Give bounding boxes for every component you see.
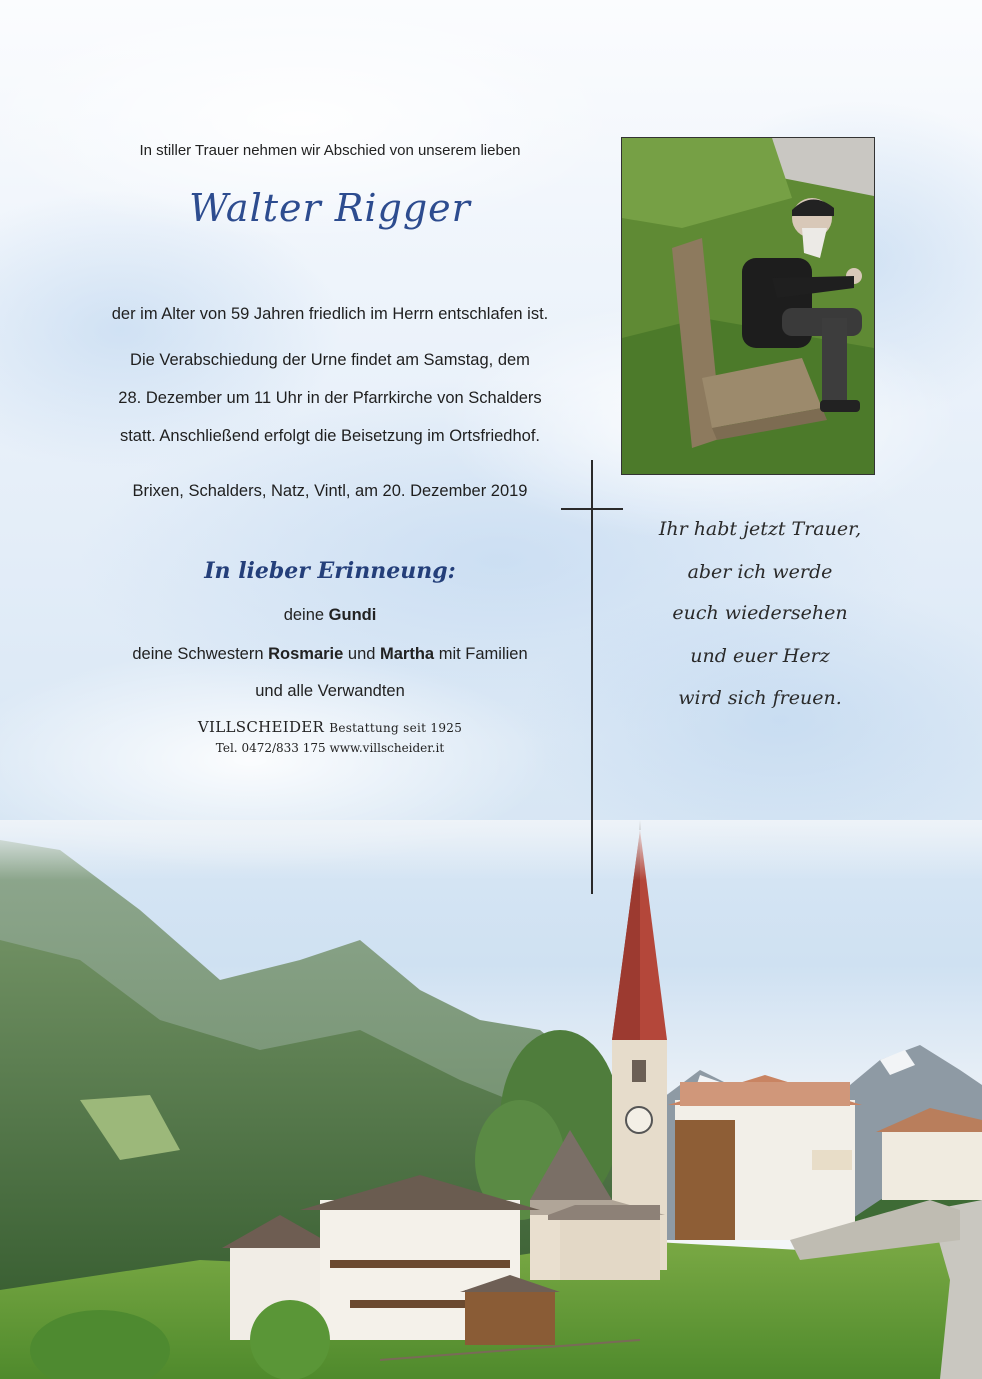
- mourner-line-1-prefix: deine: [283, 606, 329, 624]
- portrait-illustration: [622, 138, 874, 474]
- cross-horizontal-bar: [561, 508, 623, 510]
- mourner-name-gundi: Gundi: [328, 606, 377, 624]
- ceremony-line-2: 28. Dezember um 11 Uhr in der Pfarrkirche von Schalders: [118, 389, 542, 407]
- mourner-line-3: und alle Verwandten: [255, 682, 405, 700]
- ceremony-line-3: statt. Anschließend erfolgt die Beisetzung im Ortsfriedhof.: [119, 427, 541, 445]
- portrait-photo: [621, 137, 875, 475]
- age-line: der im Alter von 59 Jahren friedlich im Herrn entschlafen ist.: [111, 305, 549, 323]
- deceased-name: Walter Rigger: [189, 186, 471, 230]
- mourner-line-1: [60, 606, 600, 625]
- remembrance-heading: In lieber Erinneung:: [204, 558, 456, 584]
- funeral-home-contact: Tel. 0472/833 175 www.villscheider.it: [215, 741, 445, 755]
- intro-text: In stiller Trauer nehmen wir Abschied von unserem lieben: [139, 142, 521, 159]
- poem-line-1: Ihr habt jetzt Trauer,: [658, 518, 862, 540]
- funeral-home-tagline: Bestattung seit 1925: [329, 721, 463, 735]
- place-date: Brixen, Schalders, Natz, Vintl, am 20. Dezember 2019: [132, 482, 528, 500]
- funeral-home-name: [60, 718, 600, 736]
- funeral-home-title: VILLSCHEIDER: [197, 718, 325, 736]
- mourner-line-2-mid: und: [343, 645, 381, 663]
- poem-line-3: euch wiedersehen: [672, 602, 848, 624]
- ceremony-line-1: Die Verabschiedung der Urne findet am Samstag, dem: [130, 351, 530, 369]
- cross-vertical-bar: [591, 460, 593, 894]
- poem-line-4: und euer Herz: [690, 645, 830, 667]
- poem-line-2: aber ich werde: [687, 561, 833, 583]
- mourner-line-2-suffix: mit Familien: [434, 645, 528, 663]
- mourner-name-rosmarie: Rosmarie: [268, 645, 344, 663]
- alpine-village-church-landscape: [0, 820, 982, 1379]
- mourner-line-2: [60, 645, 600, 664]
- mourner-name-martha: Martha: [380, 645, 435, 663]
- poem-line-5: wird sich freuen.: [678, 687, 842, 709]
- mourner-line-2-prefix: deine Schwestern: [132, 645, 269, 663]
